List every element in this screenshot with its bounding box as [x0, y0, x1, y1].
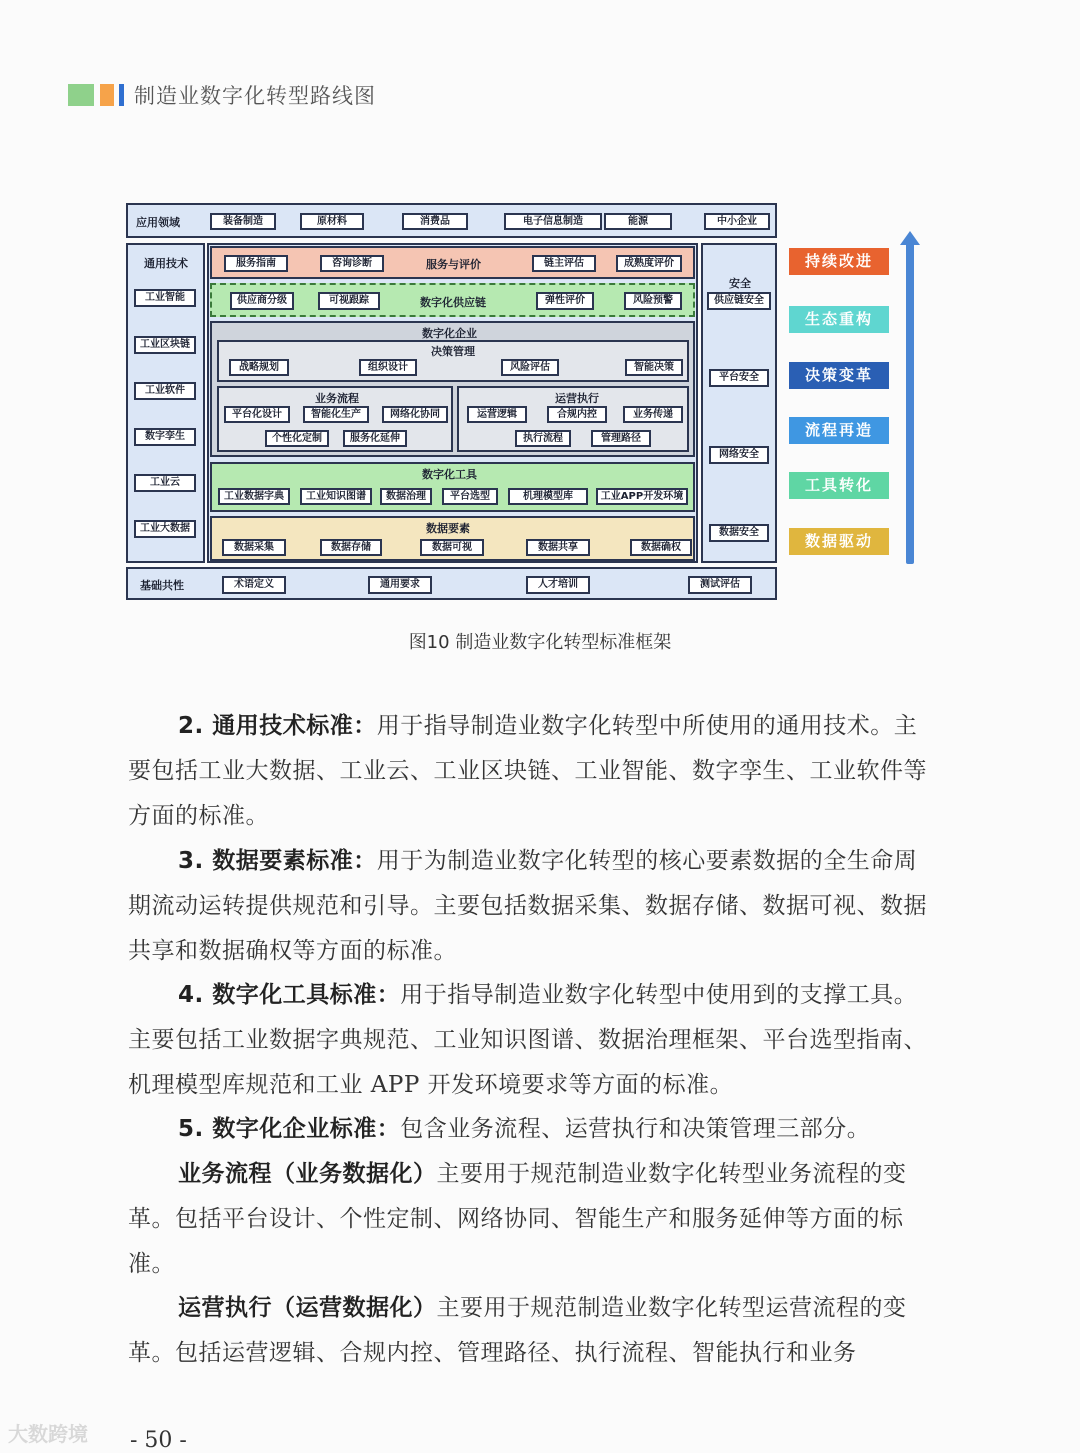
security-item: 供应链安全: [707, 292, 771, 310]
tech-item: 数字孪生: [134, 428, 196, 446]
paragraph-data-elements: [128, 839, 928, 974]
domain-item: 能源: [604, 213, 672, 230]
running-header: [68, 82, 376, 108]
paragraph-digital-enterprise: [128, 1107, 928, 1152]
watermark: 大数跨境: [8, 1422, 88, 1446]
stage-tag: 生态重构: [789, 306, 889, 333]
paragraph-heading: 2. 通用技术标准：: [178, 713, 377, 739]
data-elements-label: 数据要素: [426, 522, 470, 535]
domain-item: 中小企业: [704, 213, 770, 230]
foundation-item: 人才培训: [526, 576, 590, 594]
supply-item: 供应商分级: [230, 292, 294, 310]
business-item: 网络化协同: [382, 406, 448, 423]
data-item: 数据可视: [420, 539, 484, 556]
security-column: [701, 243, 777, 563]
paragraph-body: 包含业务流程、运营执行和决策管理三部分。: [400, 1116, 871, 1142]
operation-execution-label: 运营执行: [555, 392, 599, 405]
decision-management-label: 决策管理: [431, 345, 475, 358]
decision-management-block: [217, 340, 689, 382]
paragraph-digital-tools: [128, 973, 928, 1108]
supply-chain-row: [210, 283, 695, 317]
business-item: 个性化定制: [265, 430, 329, 447]
domain-item: 消费品: [402, 213, 468, 230]
supply-item: 风险预警: [624, 292, 682, 310]
tools-item: 数据治理: [380, 488, 432, 505]
figure-caption: 图10 制造业数字化转型标准框架: [408, 632, 672, 653]
paragraph-body: 用于为制造业数字化转型的核心要素数据的全生命周期流动运转提供规范和引导。主要包括数据采集、数据存储、数据可视、数据共享和数据确权等方面的标准。: [128, 848, 927, 964]
security-label: 安全: [729, 277, 751, 290]
data-item: 数据共享: [526, 539, 590, 556]
tech-item: 工业软件: [134, 382, 196, 400]
tools-item: 工业数据字典: [218, 488, 290, 505]
operation-item: 业务传递: [623, 406, 683, 423]
header-title: 制造业数字化转型路线图: [134, 84, 376, 108]
framework-diagram: [126, 203, 777, 600]
service-item: 服务指南: [224, 255, 288, 272]
service-evaluation-row: [210, 246, 695, 279]
decision-item: 战略规划: [229, 359, 289, 376]
decision-item: 智能决策: [625, 359, 683, 376]
stage-tag: 决策变革: [789, 362, 889, 389]
paragraph-heading: 业务流程（业务数据化）: [178, 1161, 437, 1187]
business-item: 智能化生产: [303, 406, 369, 423]
paragraph-heading: 4. 数字化工具标准：: [178, 982, 401, 1008]
stage-tag: 流程再造: [789, 417, 889, 444]
service-item: 咨询诊断: [320, 255, 384, 272]
service-item: 成熟度评价: [616, 255, 682, 272]
foundation-item: 术语定义: [222, 576, 286, 594]
paragraph-operation-execution: [128, 1286, 928, 1376]
paragraph-body: 主要用于规范制造业数字化转型运营流程的变革。包括运营逻辑、合规内控、管理路径、执行流程、智能执行和业务: [128, 1295, 907, 1366]
tools-item: 工业APP开发环境: [596, 488, 688, 505]
security-item: 网络安全: [709, 446, 769, 464]
tools-item: 工业知识图谱: [300, 488, 372, 505]
data-item: 数据采集: [222, 539, 286, 556]
stage-tag: 工具转化: [789, 472, 889, 499]
paragraph-body: 用于指导制造业数字化转型中使用到的支撑工具。主要包括工业数据字典规范、工业知识图谱、数据治理框架、平台选型指南、机理模型库规范和工业 APP 开发环境要求等方面的标准。: [128, 982, 927, 1098]
tools-item: 平台选型: [442, 488, 498, 505]
supply-item: 可视跟踪: [318, 292, 380, 310]
supply-item: 弹性评价: [536, 292, 594, 310]
data-item: 数据确权: [630, 539, 692, 556]
tech-item: 工业云: [134, 474, 196, 492]
business-process-label: 业务流程: [315, 392, 359, 405]
data-item: 数据存储: [320, 539, 382, 556]
security-item: 数据安全: [709, 524, 769, 542]
tools-item: 机理模型库: [508, 488, 588, 505]
foundation-row: [126, 567, 777, 600]
digital-enterprise-block: [210, 321, 695, 457]
operation-item: 合规内控: [547, 406, 607, 423]
paragraph-business-process: [128, 1152, 928, 1287]
decision-item: 风险评估: [501, 359, 559, 376]
domain-item: 原材料: [300, 213, 364, 230]
foundation-item: 通用要求: [368, 576, 432, 594]
paragraph-body: 用于指导制造业数字化转型中所使用的通用技术。主要包括工业大数据、工业云、工业区块链、工业智能、数字孪生、工业软件等方面的标准。: [128, 713, 927, 829]
tech-item: 工业大数据: [134, 520, 196, 538]
header-green-block: [68, 84, 94, 106]
decision-item: 组织设计: [359, 359, 417, 376]
stage-tag: 持续改进: [789, 248, 889, 275]
supply-chain-label: 数字化供应链: [420, 296, 486, 309]
data-elements-block: [210, 516, 695, 561]
security-item: 平台安全: [709, 369, 769, 387]
operation-item: 管理路径: [591, 430, 651, 447]
header-orange-block: [100, 84, 114, 106]
operation-execution-block: [457, 386, 689, 452]
operation-item: 执行流程: [515, 430, 571, 447]
stage-tag: 数据驱动: [789, 528, 889, 555]
service-item: 链主评估: [532, 255, 596, 272]
general-tech-column: [126, 243, 205, 563]
domain-item: 电子信息制造: [504, 213, 602, 230]
business-item: 平台化设计: [224, 406, 290, 423]
foundation-label: 基础共性: [140, 579, 184, 592]
operation-item: 运营逻辑: [467, 406, 527, 423]
progress-arrow-shaft: [906, 242, 914, 564]
header-blue-bar: [119, 84, 124, 106]
application-domain-row: [126, 203, 777, 238]
general-tech-label: 通用技术: [144, 257, 188, 270]
service-evaluation-label: 服务与评价: [426, 258, 481, 271]
digital-enterprise-label: 数字化企业: [422, 327, 477, 340]
paragraph-heading: 运营执行（运营数据化）: [178, 1295, 437, 1321]
business-process-block: [217, 386, 453, 452]
domain-item: 装备制造: [210, 213, 276, 230]
paragraph-heading: 5. 数字化企业标准：: [178, 1116, 401, 1142]
tech-item: 工业智能: [134, 289, 196, 307]
paragraph-heading: 3. 数据要素标准：: [178, 848, 377, 874]
tech-item: 工业区块链: [134, 336, 196, 354]
page-number: - 50 -: [130, 1428, 187, 1453]
foundation-item: 测试评估: [688, 576, 752, 594]
digital-tools-block: [210, 462, 695, 512]
paragraph-body: 主要用于规范制造业数字化转型业务流程的变革。包括平台设计、个性定制、网络协同、智能生产和服务延伸等方面的标准。: [128, 1161, 907, 1277]
application-domain-label: 应用领域: [136, 216, 180, 229]
business-item: 服务化延伸: [343, 430, 407, 447]
digital-tools-label: 数字化工具: [422, 468, 477, 481]
paragraph-general-tech: [128, 704, 928, 839]
